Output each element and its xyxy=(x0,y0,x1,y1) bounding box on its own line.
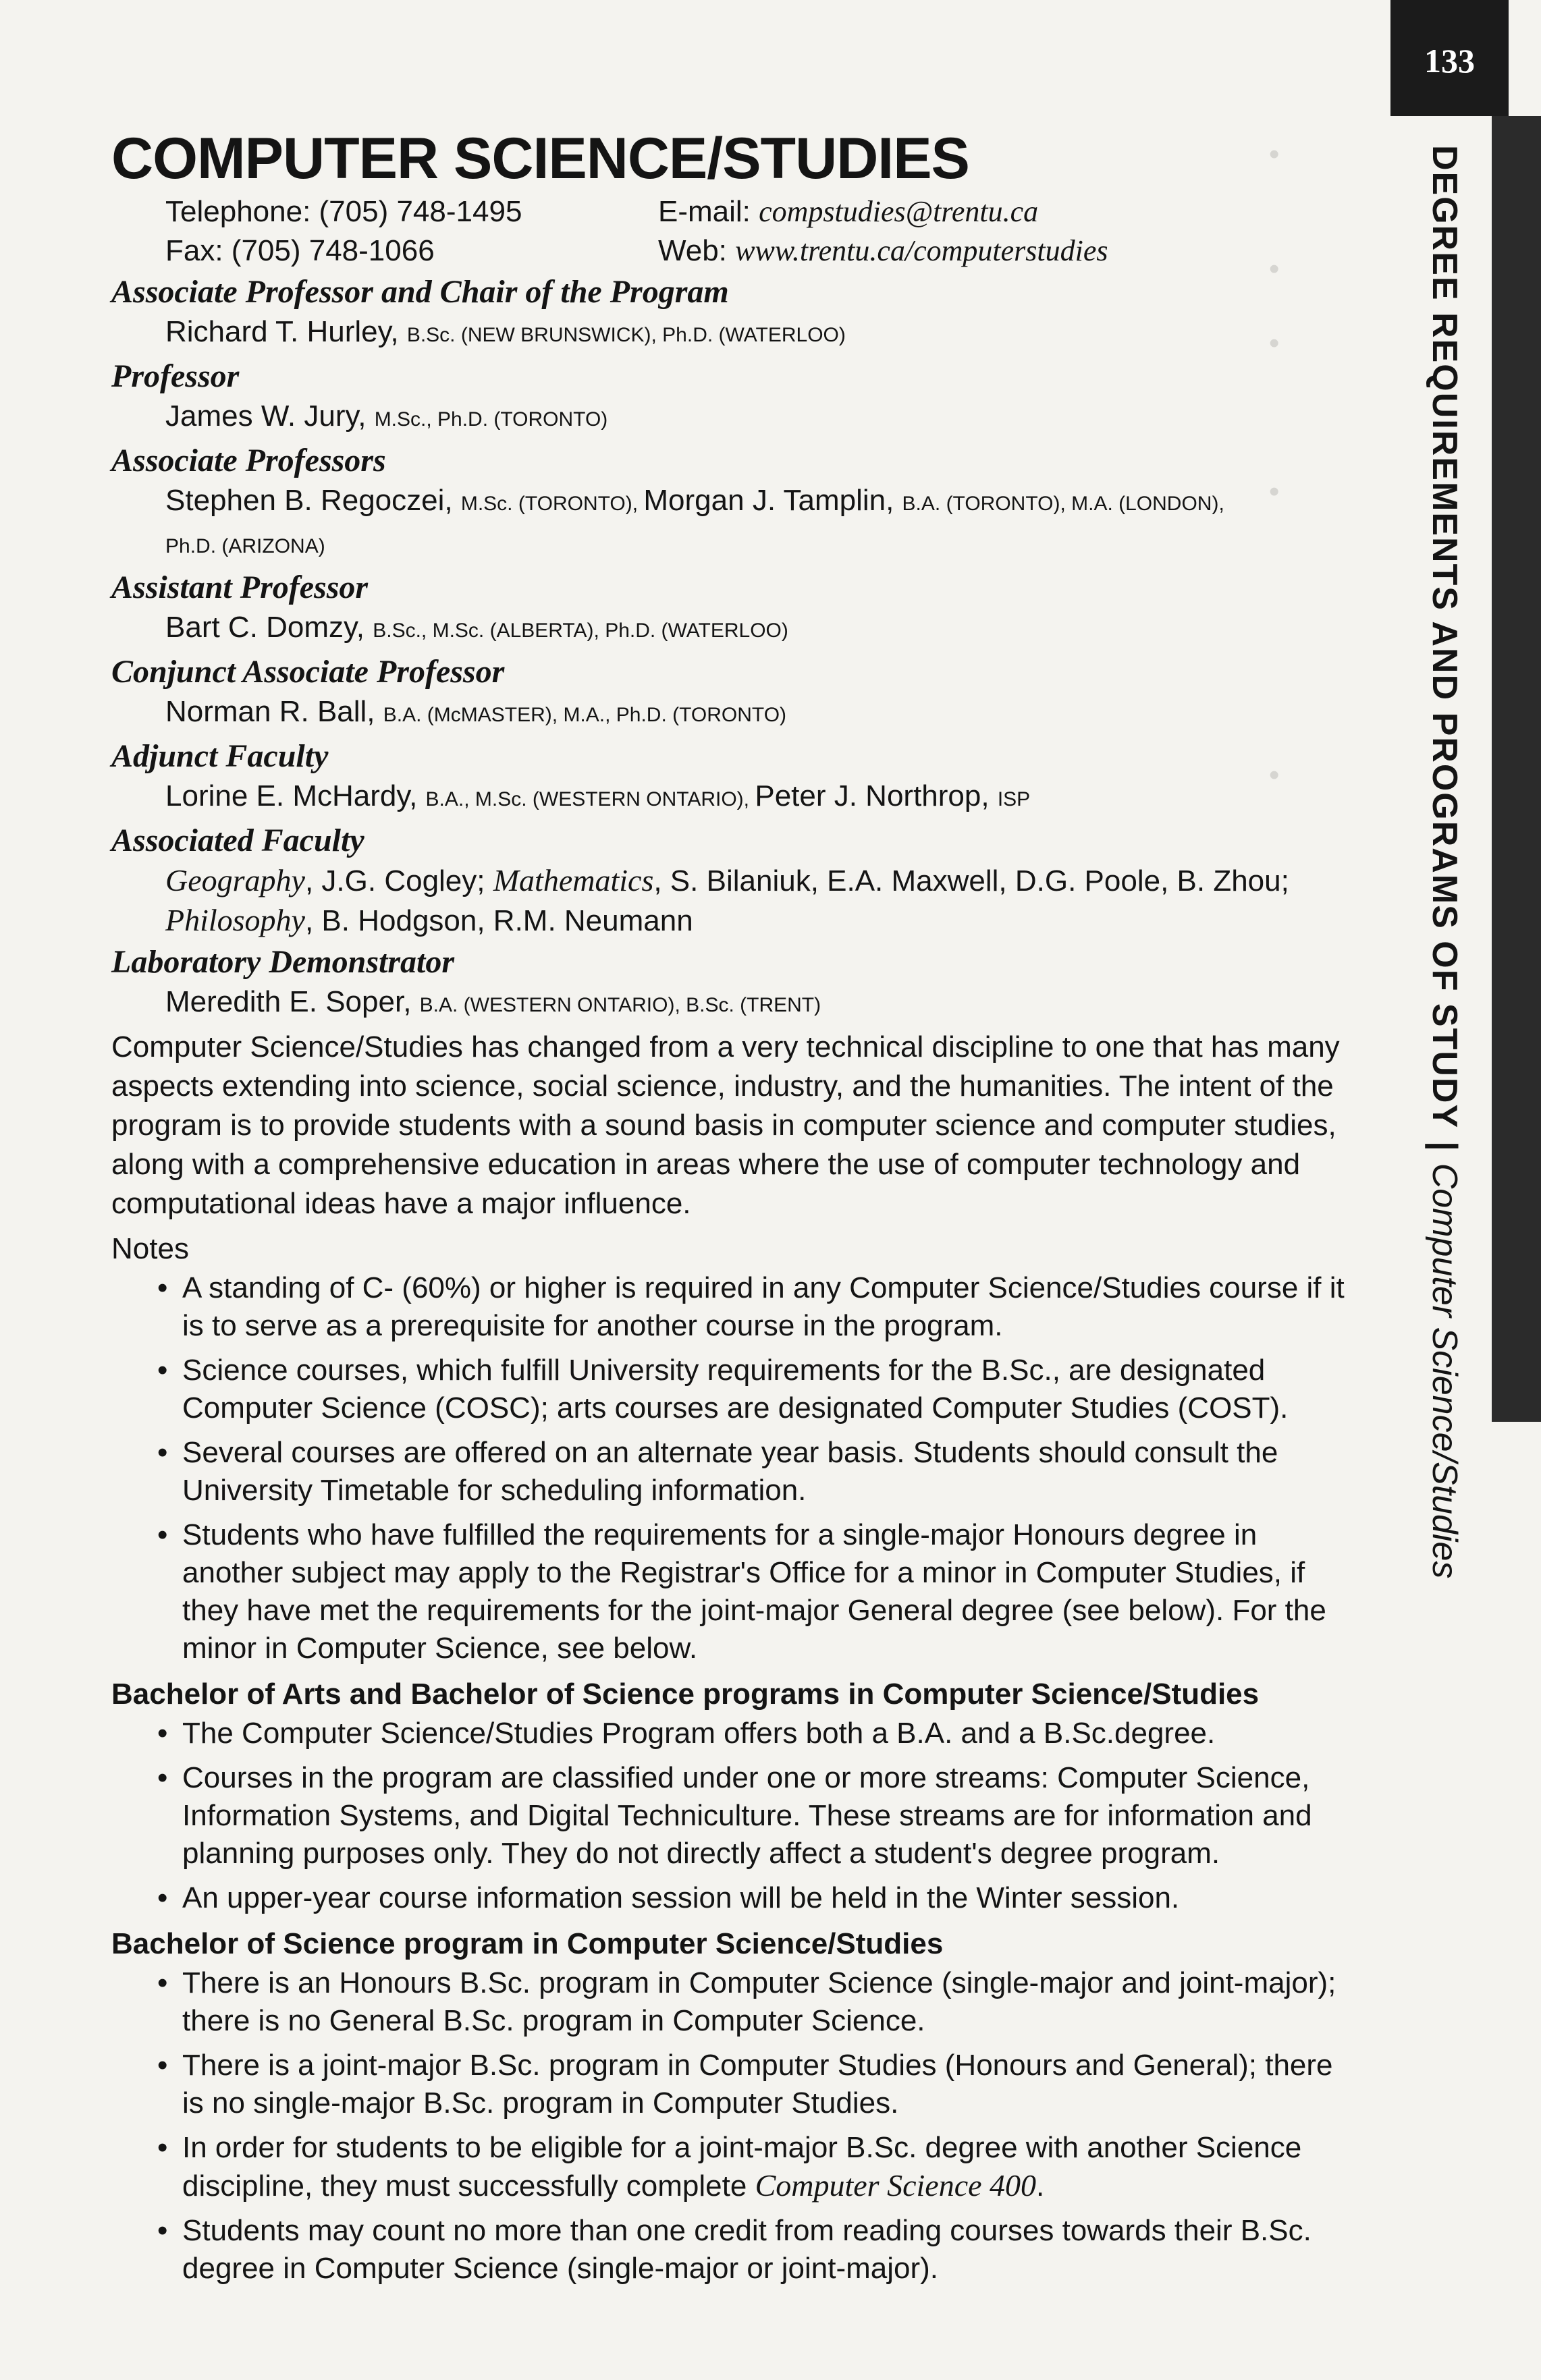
faculty-entry: James W. Jury, M.Sc., Ph.D. (TORONTO) xyxy=(165,399,608,433)
side-subsection-title: Computer Science/Studies xyxy=(1425,1163,1464,1579)
bsc-list xyxy=(111,1964,1353,2288)
web: Web: www.trentu.ca/computerstudies xyxy=(658,234,1108,267)
list-item: • The Computer Science/Studies Program offers both a B.A. and a B.Sc.degree. xyxy=(111,1715,1353,1752)
role-heading: Associate Professor and Chair of the Program xyxy=(111,274,729,310)
role-heading: Adjunct Faculty xyxy=(111,738,329,774)
notes-list xyxy=(111,1269,1353,1667)
list-item: • There is an Honours B.Sc. program in Computer Science (single-major and joint-major); there is no General B.Sc. program in Computer Science. xyxy=(111,1964,1353,2040)
page-title: COMPUTER SCIENCE/STUDIES xyxy=(111,126,969,191)
side-header: DEGREE REQUIREMENTS AND PROGRAMS OF STUDY|Computer Science/Studies xyxy=(1425,145,1464,1579)
page-number: 133 xyxy=(1390,0,1509,116)
ba-bsc-list xyxy=(111,1715,1353,1917)
contact-block xyxy=(111,192,1353,271)
web-link[interactable]: www.trentu.ca/computerstudies xyxy=(735,234,1108,267)
faculty-entry: Norman R. Ball, B.A. (McMASTER), M.A., Ph.D. (TORONTO) xyxy=(165,695,787,728)
faculty-entry: Geography, J.G. Cogley; Mathematics, S. Bilaniuk, E.A. Maxwell, D.G. Poole, B. Zhou; Philosophy, B. Hodgson, R.M. Neumann xyxy=(165,863,1289,937)
side-section-title: DEGREE REQUIREMENTS AND PROGRAMS OF STUDY xyxy=(1425,145,1464,1130)
role-heading: Laboratory Demonstrator xyxy=(111,944,455,980)
bleed-through: • xyxy=(1269,758,1280,792)
notes-heading: Notes xyxy=(111,1232,189,1265)
email-link[interactable]: compstudies@trentu.ca xyxy=(759,195,1039,228)
intro-paragraph: Computer Science/Studies has changed from a very technical discipline to one that has many aspects extending into science, social science, industry, and the humanities. The intent of the program is to provide students with a sound basis in computer science and computer studies, along with a comprehensive education in areas where the use of computer technology and computational ideas have a major influence. xyxy=(111,1030,1340,1220)
telephone: Telephone: (705) 748-1495 xyxy=(165,195,522,228)
list-item: • Several courses are offered on an alternate year basis. Students should consult the University Timetable for scheduling information. xyxy=(111,1434,1353,1510)
role-heading: Associated Faculty xyxy=(111,823,364,858)
faculty-entry: Lorine E. McHardy, B.A., M.Sc. (WESTERN ONTARIO), Peter J. Northrop, ISP xyxy=(165,779,1031,812)
fax: Fax: (705) 748-1066 xyxy=(165,234,435,267)
faculty-entry: Richard T. Hurley, B.Sc. (NEW BRUNSWICK), Ph.D. (WATERLOO) xyxy=(165,315,846,348)
list-item: • Students may count no more than one credit from reading courses towards their B.Sc. degree in Computer Science (single-major or joint-major). xyxy=(111,2212,1353,2288)
list-item: • An upper-year course information session will be held in the Winter session. xyxy=(111,1879,1353,1917)
list-item: • There is a joint-major B.Sc. program in Computer Studies (Honours and General); there is no single-major B.Sc. program in Computer Studies. xyxy=(111,2047,1353,2122)
bleed-through: • xyxy=(1269,327,1280,360)
role-heading: Associate Professors xyxy=(111,443,386,478)
list-item: • In order for students to be eligible for a joint-major B.Sc. degree with another Science discipline, they must successfully complete Computer Science 400. xyxy=(111,2129,1353,2205)
faculty-entry: Meredith E. Soper, B.A. (WESTERN ONTARIO), B.Sc. (TRENT) xyxy=(165,985,821,1018)
list-item: • A standing of C- (60%) or higher is required in any Computer Science/Studies course if it is to serve as a prerequisite for another course in the program. xyxy=(111,1269,1353,1345)
section-heading: Bachelor of Science program in Computer Science/Studies xyxy=(111,1927,944,1960)
role-heading: Assistant Professor xyxy=(111,570,369,605)
role-heading: Professor xyxy=(111,358,240,394)
email: E-mail: compstudies@trentu.ca xyxy=(658,195,1039,228)
list-item: • Students who have fulfilled the requirements for a single-major Honours degree in another subject may apply to the Registrar's Office for a minor in Computer Studies, if they have met the requirements for the joint-major General degree (see below). For the minor in Computer Science, see below. xyxy=(111,1516,1353,1667)
main-content xyxy=(111,125,1353,2294)
list-item: • Courses in the program are classified under one or more streams: Computer Science, Information Systems, and Digital Techniculture. These streams are for information and planning purposes only. They do not directly affect a student's degree program. xyxy=(111,1759,1353,1873)
role-heading: Conjunct Associate Professor xyxy=(111,654,505,690)
side-bar xyxy=(1492,116,1541,1422)
bleed-through: • xyxy=(1269,138,1280,171)
bleed-through: • xyxy=(1269,252,1280,285)
faculty-entry: Bart C. Domzy, B.Sc., M.Sc. (ALBERTA), Ph.D. (WATERLOO) xyxy=(165,611,788,644)
section-heading: Bachelor of Arts and Bachelor of Science programs in Computer Science/Studies xyxy=(111,1678,1260,1711)
list-item: • Science courses, which fulfill University requirements for the B.Sc., are designated Computer Science (COSC); arts courses are designated Computer Studies (COST). xyxy=(111,1352,1353,1427)
faculty-entry: Stephen B. Regoczei, M.Sc. (TORONTO), Morgan J. Tamplin, B.A. (TORONTO), M.A. (LONDON), Ph.D. (ARIZONA) xyxy=(165,484,1224,557)
bleed-through: • xyxy=(1269,475,1280,508)
